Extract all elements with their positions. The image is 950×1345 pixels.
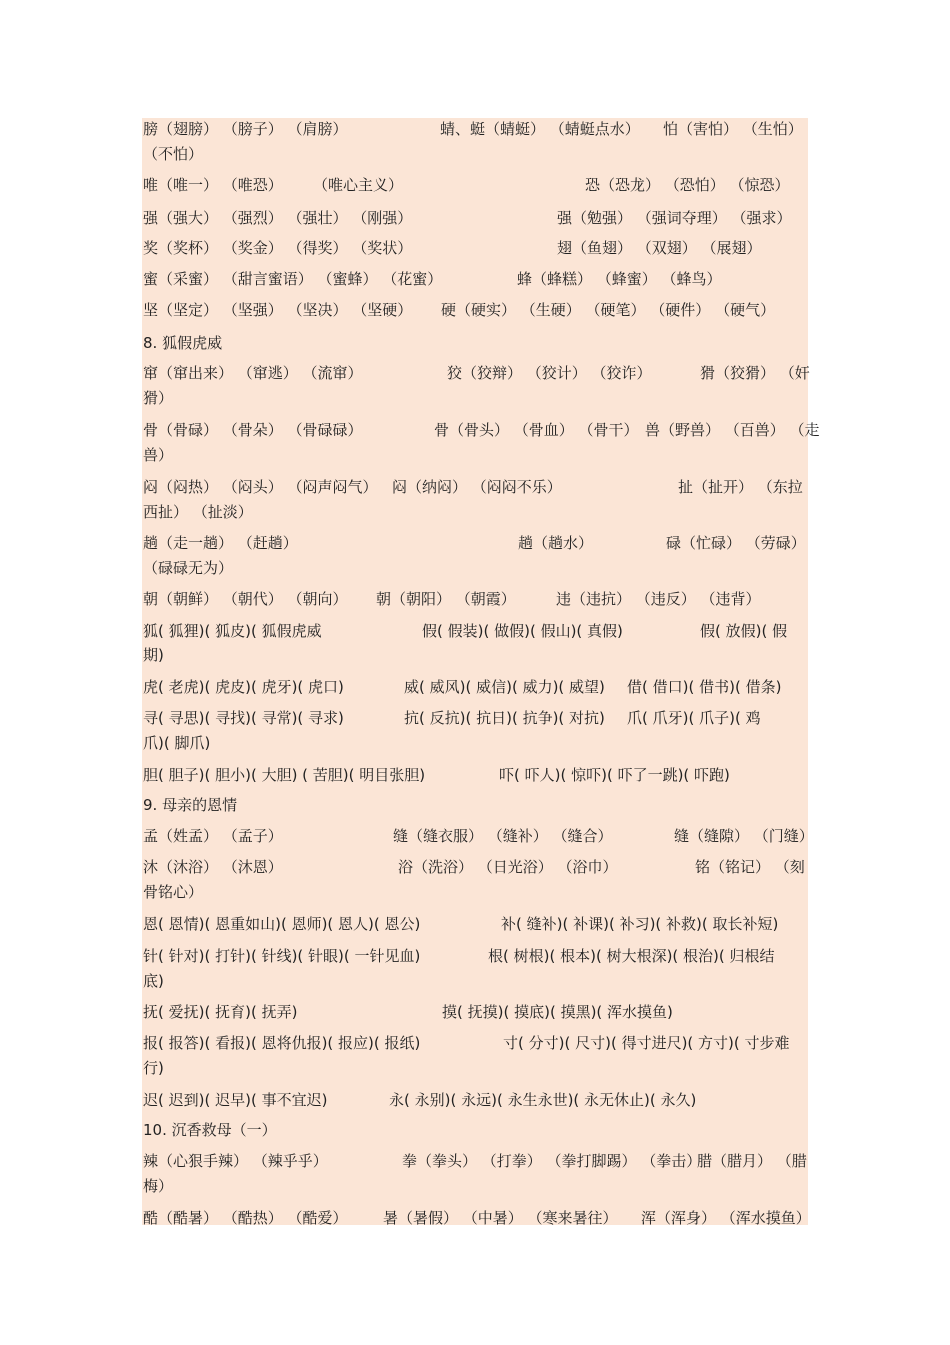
text-line: 假( 放假)( 假 [700, 622, 788, 640]
text-line: 趟（趟水） [518, 534, 594, 552]
text-line: 摸( 抚摸)( 摸底)( 摸黑)( 浑水摸鱼) [442, 1003, 673, 1021]
text-line: 8. 狐假虎威 [143, 334, 223, 352]
text-line: 扯（扯开） （东拉 [678, 478, 803, 496]
text-line: 期) [143, 646, 164, 664]
text-line: 沐（沐浴） （沐恩） [143, 858, 283, 876]
text-line: 狡（狡辩） （狡计） （狡诈） [447, 364, 652, 382]
text-line: （唯心主义） [313, 176, 404, 194]
text-line: 底) [143, 972, 164, 990]
text-line: 趟（走一趟） （赶趟） [143, 534, 298, 552]
text-line: 奖（奖杯） （奖金） （得奖） （奖状） [143, 239, 413, 257]
text-line: 猾（狡猾） （奸 [700, 364, 810, 382]
text-line: 借( 借口)( 借书)( 借条) [627, 678, 782, 696]
text-line: 抚( 爱抚)( 抚育)( 抚弄) [143, 1003, 298, 1021]
text-line: 骨铭心） [143, 883, 204, 901]
text-line: 孟（姓孟） （孟子） [143, 827, 283, 845]
text-line: 威( 威风)( 威信)( 威力)( 威望) [404, 678, 605, 696]
text-line: 报( 报答)( 看报)( 恩将仇报)( 报应)( 报纸) [143, 1034, 421, 1052]
text-line: 9. 母亲的恩情 [143, 796, 238, 814]
text-line: 蜜（采蜜） （甜言蜜语） （蜜蜂） （花蜜） [143, 270, 443, 288]
text-line: 坚（坚定） （坚强） （坚决） （坚硬） [143, 301, 413, 319]
text-line: 兽（野兽） （百兽） （走 [645, 421, 820, 439]
text-line: 闷（纳闷） （闷闷不乐） [392, 478, 562, 496]
text-line: 爪( 爪牙)( 爪子)( 鸡 [627, 709, 761, 727]
text-line: 浴（洗浴） （日光浴） （浴巾） [398, 858, 618, 876]
text-line: 骨（骨碌） （骨朵） （骨碌碌） [143, 421, 363, 439]
text-line: 梅） [143, 1177, 174, 1195]
text-line: 铭（铭记） （刻 [695, 858, 805, 876]
text-line: 行) [143, 1059, 164, 1077]
text-line: 硬（硬实） （生硬） （硬笔） （硬件） （硬气） [441, 301, 776, 319]
text-line: 恩( 恩情)( 恩重如山)( 恩师)( 恩人)( 恩公) [143, 915, 421, 933]
text-line: 碌（忙碌） （劳碌） [666, 534, 806, 552]
text-line: 猾） [143, 389, 174, 407]
text-line: 朝（朝阳） （朝霞） [376, 590, 516, 608]
text-line: 假( 假装)( 做假)( 假山)( 真假) [422, 622, 623, 640]
text-line: （不怕） [143, 145, 204, 163]
text-line: 虎( 老虎)( 虎皮)( 虎牙)( 虎口) [143, 678, 344, 696]
text-line: （碌碌无为） [143, 559, 234, 577]
text-line: 针( 针对)( 打针)( 针线)( 针眼)( 一针见血) [143, 947, 421, 965]
text-line: 抗( 反抗)( 抗日)( 抗争)( 对抗) [404, 709, 605, 727]
text-line: 10. 沉香救母（一） [143, 1121, 277, 1139]
text-line: 恐（恐龙） （恐怕） （惊恐） [585, 176, 790, 194]
text-line: 强（强大） （强烈） （强壮） （刚强） [143, 209, 413, 227]
text-line: 寻( 寻思)( 寻找)( 寻常)( 寻求) [143, 709, 344, 727]
text-line: 暑（暑假） （中暑） （寒来暑往） [383, 1209, 618, 1227]
text-line: 翅（鱼翅） （双翅） （展翅） [557, 239, 762, 257]
text-line: 西扯） （扯淡） [143, 503, 253, 521]
text-line: 狐( 狐狸)( 狐皮)( 狐假虎威 [143, 622, 322, 640]
text-line: 唯（唯一） （唯恐） [143, 176, 283, 194]
text-line: 吓( 吓人)( 惊吓)( 吓了一跳)( 吓跑) [499, 766, 730, 784]
text-line: 拳（拳头） （打拳） （拳打脚踢） （拳击） [402, 1152, 702, 1170]
text-line: 朝（朝鲜） （朝代） （朝向） [143, 590, 348, 608]
text-line: 闷（闷热） （闷头） （闷声闷气） [143, 478, 378, 496]
text-line: 强（勉强） （强词夺理） （强求） [557, 209, 792, 227]
text-line: 缝（缝隙） （门缝） [674, 827, 814, 845]
text-line: 浑（浑身） （浑水摸鱼） [641, 1209, 811, 1227]
text-line: 爪)( 脚爪) [143, 734, 211, 752]
text-line: 寸( 分寸)( 尺寸)( 得寸进尺)( 方寸)( 寸步难 [503, 1034, 790, 1052]
text-line: 膀（翅膀） （膀子） （肩膀） [143, 120, 348, 138]
text-line: 酷（酷暑） （酷热） （酷爱） [143, 1209, 348, 1227]
text-line: 根( 树根)( 根本)( 树大根深)( 根治)( 归根结 [488, 947, 775, 965]
text-line: 迟( 迟到)( 迟早)( 事不宜迟) [143, 1091, 328, 1109]
text-line: 辣（心狠手辣） （辣乎乎） [143, 1152, 328, 1170]
text-line: 违（违抗） （违反） （违背） [556, 590, 761, 608]
text-line: 怕（害怕） （生怕） [663, 120, 803, 138]
text-line: 缝（缝衣服） （缝补） （缝合） [393, 827, 613, 845]
text-line: 窜（窜出来） （窜逃） （流窜） [143, 364, 363, 382]
text-line: 蜻、蜓（蜻蜓） （蜻蜓点水） [440, 120, 640, 138]
text-line: 胆( 胆子)( 胆小)( 大胆) ( 苦胆)( 明目张胆) [143, 766, 426, 784]
text-line: 补( 缝补)( 补课)( 补习)( 补救)( 取长补短) [501, 915, 779, 933]
text-line: 永( 永别)( 永远)( 永生永世)( 永无休止)( 永久) [389, 1091, 697, 1109]
text-line: 腊（腊月） （腊 [697, 1152, 807, 1170]
text-line: 兽） [143, 446, 174, 464]
text-line: 蜂（蜂糕） （蜂蜜） （蜂鸟） [517, 270, 722, 288]
text-line: 骨（骨头） （骨血） （骨干） [434, 421, 639, 439]
